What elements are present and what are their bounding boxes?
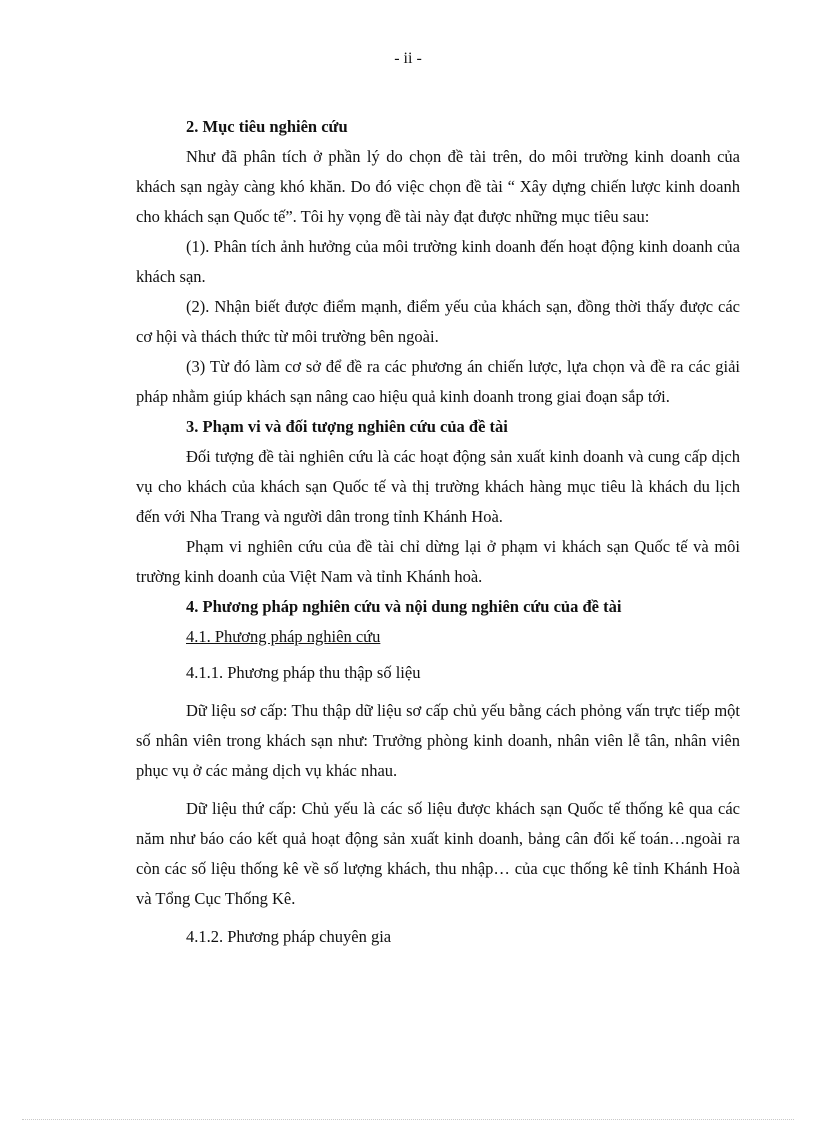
heading-methods: 4. Phương pháp nghiên cứu và nội dung nghiên cứu của đề tài [186, 597, 622, 616]
page-bottom-rule [22, 1119, 794, 1120]
paragraph-primary-data: Dữ liệu sơ cấp: Thu thập dữ liệu sơ cấp chủ yếu bằng cách phỏng vấn trực tiếp một số nhân viên trong khách sạn như: Trưởng phòng kinh doanh, nhân viên lễ tân, nhân viên phục vụ ở các mảng dịch vụ khác nhau. [136, 701, 740, 780]
objective-3: (3) Từ đó làm cơ sở để đề ra các phương án chiến lược, lựa chọn và đề ra các giải pháp nhằm giúp khách sạn nâng cao hiệu quả kinh doanh trong giai đoạn sắp tới. [136, 357, 740, 406]
subheading-expert-method: 4.1.2. Phương pháp chuyên gia [186, 927, 392, 946]
subheading-research-method: 4.1. Phương pháp nghiên cứu [186, 627, 381, 646]
objective-2: (2). Nhận biết được điểm mạnh, điểm yếu của khách sạn, đồng thời thấy được các cơ hội và thách thức từ môi trường bên ngoài. [136, 297, 740, 346]
objective-1: (1). Phân tích ảnh hưởng của môi trường kinh doanh đến hoạt động kinh doanh của khách sạn. [136, 237, 740, 286]
heading-scope: 3. Phạm vi và đối tượng nghiên cứu của đề tài [186, 417, 508, 436]
paragraph-objectives-intro: Như đã phân tích ở phần lý do chọn đề tài trên, do môi trường kinh doanh của khách sạn ngày càng khó khăn. Do đó việc chọn đề tài “ Xây dựng chiến lược kinh doanh cho khách sạn Quốc tế”. Tôi hy vọng đề tài này đạt được những mục tiêu sau: [136, 147, 740, 226]
page-number: - ii - [394, 50, 422, 67]
paragraph-scope-subject: Đối tượng đề tài nghiên cứu là các hoạt động sản xuất kinh doanh và cung cấp dịch vụ cho khách của khách sạn Quốc tế và thị trường khách hàng mục tiêu là khách du lịch đến với Nha Trang và người dân trong tỉnh Khánh Hoà. [136, 447, 740, 526]
document-body [136, 112, 740, 952]
heading-objectives: 2. Mục tiêu nghiên cứu [186, 117, 348, 136]
paragraph-secondary-data: Dữ liệu thứ cấp: Chủ yếu là các số liệu được khách sạn Quốc tế thống kê qua các năm như báo cáo kết quả hoạt động sản xuất kinh doanh, bảng cân đối kế toán…ngoài ra còn các số liệu thống kê về số lượng khách, thu nhập… của cục thống kê tỉnh Khánh Hoà và Tổng Cục Thống Kê. [136, 799, 740, 908]
paragraph-scope-range: Phạm vi nghiên cứu của đề tài chỉ dừng lại ở phạm vi khách sạn Quốc tế và môi trường kinh doanh của Việt Nam và tỉnh Khánh hoà. [136, 537, 740, 586]
subheading-data-collection: 4.1.1. Phương pháp thu thập số liệu [186, 663, 421, 682]
